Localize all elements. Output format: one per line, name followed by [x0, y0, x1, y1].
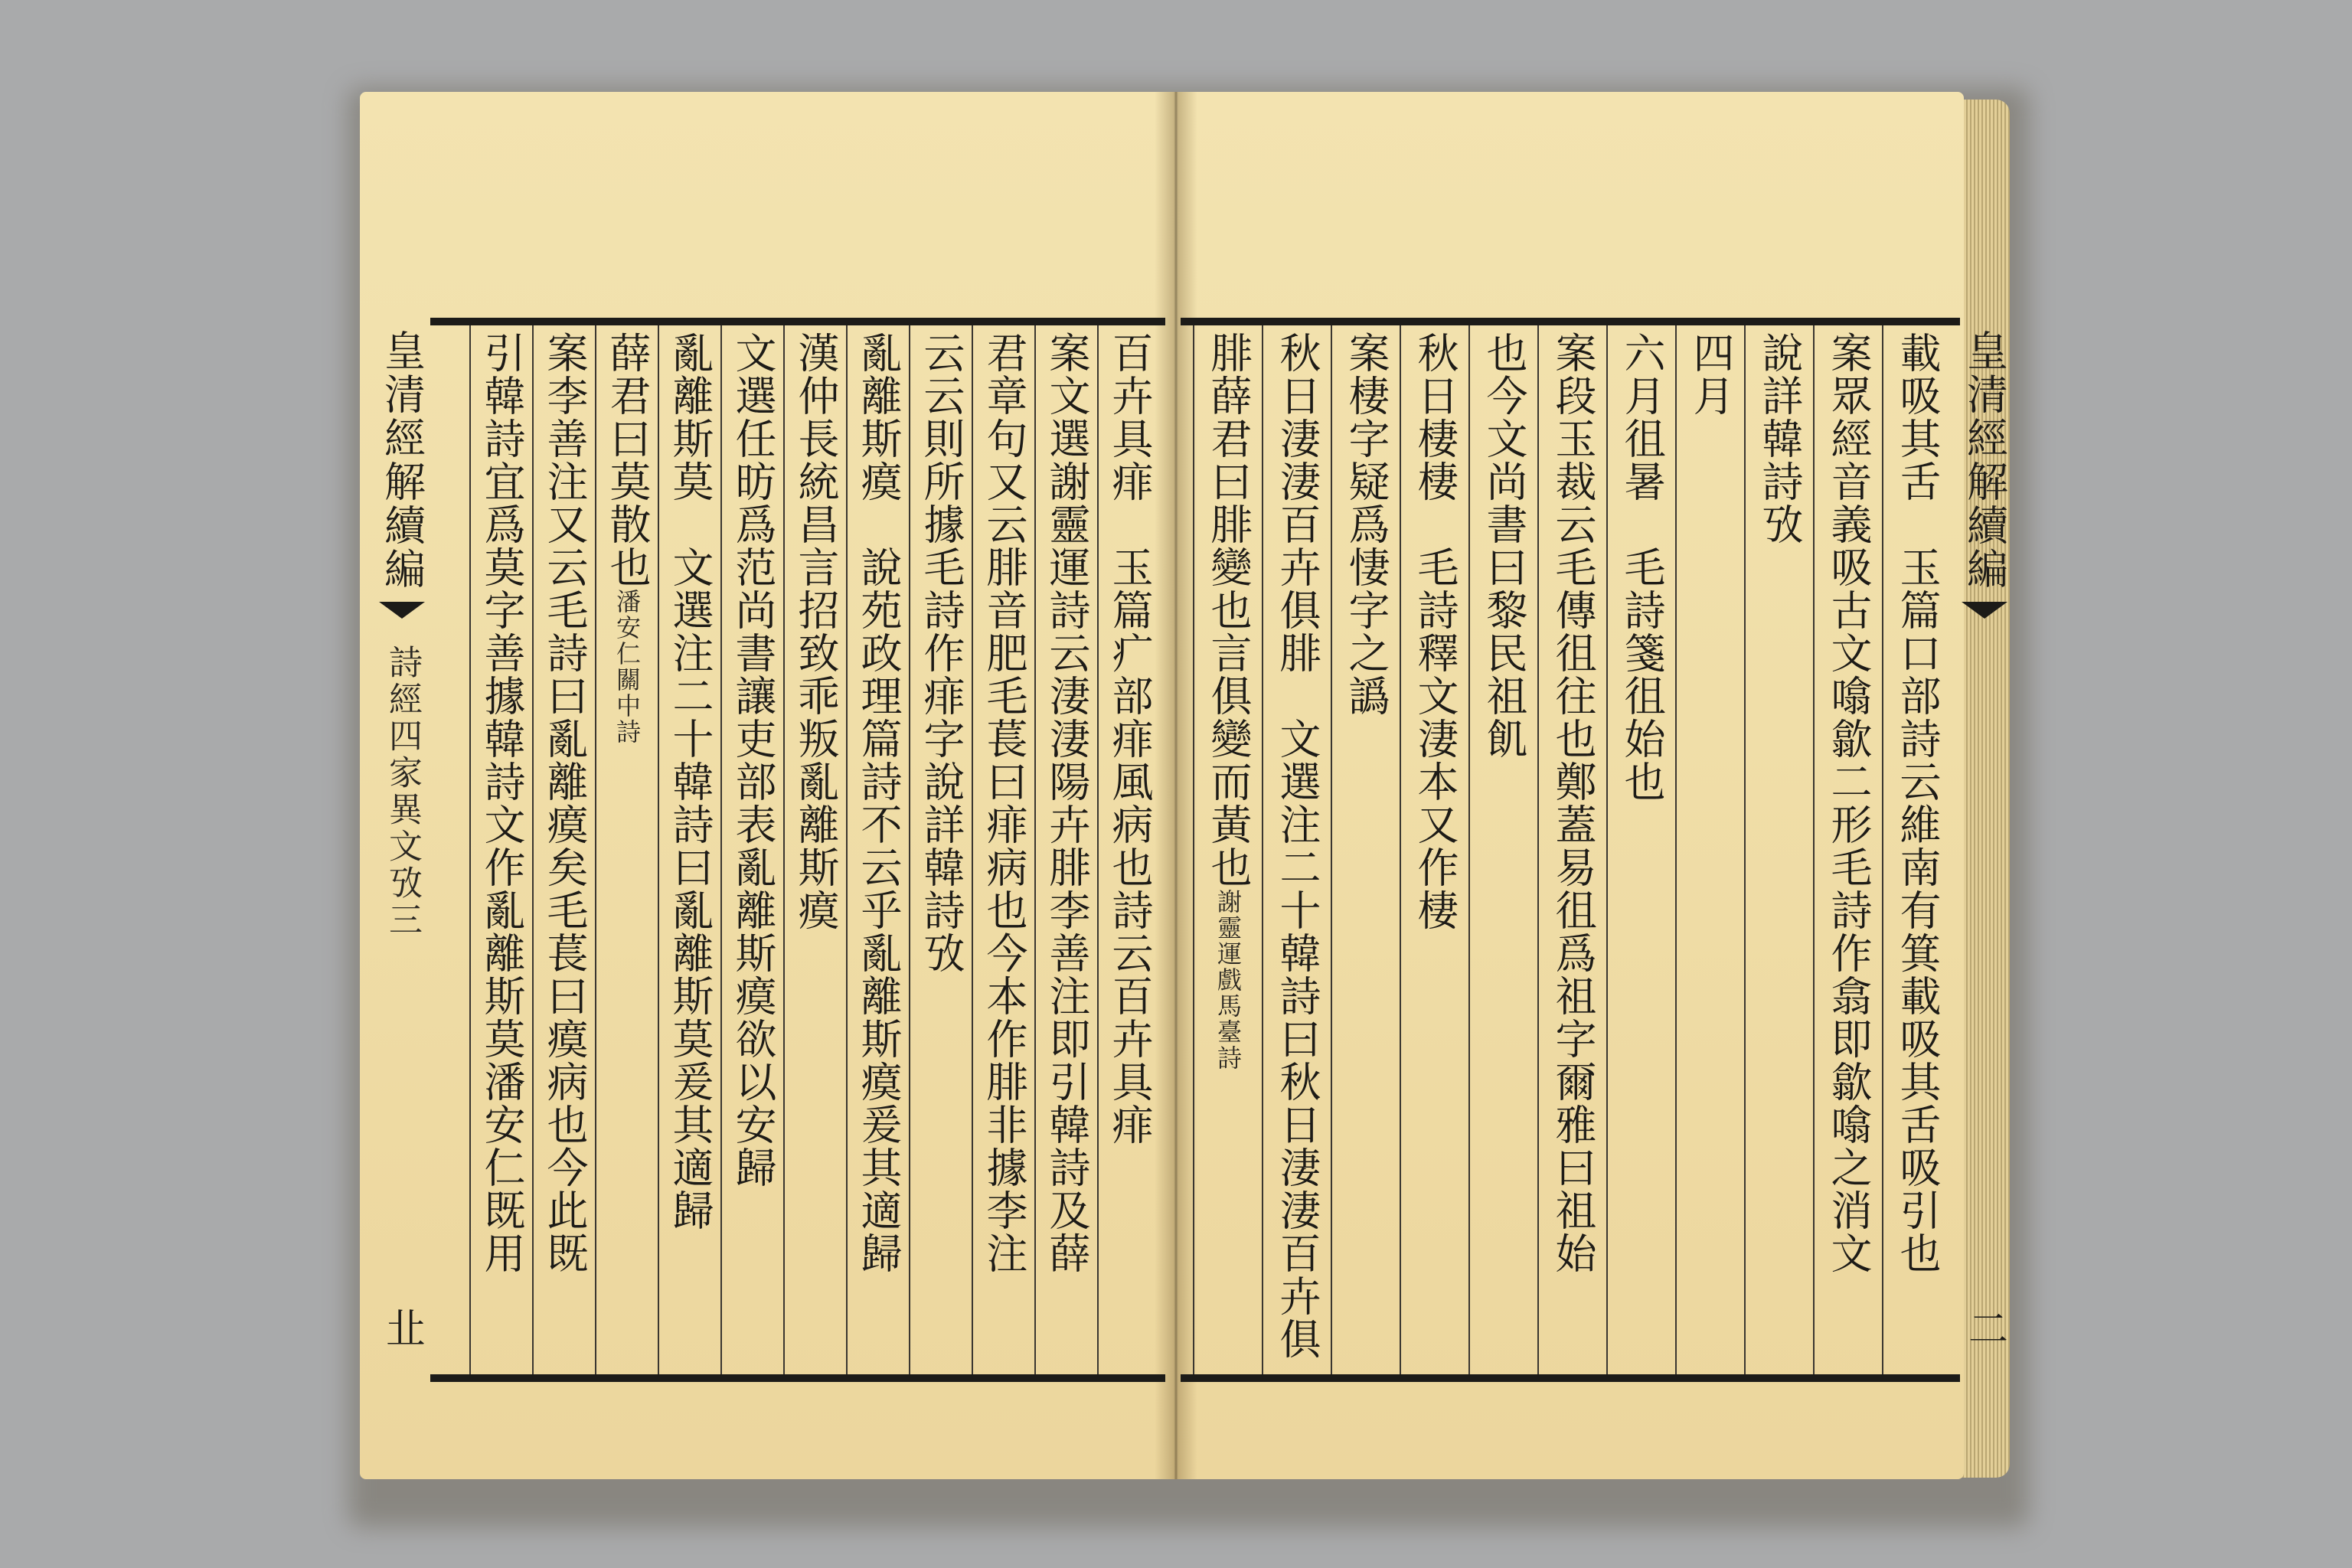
column-text: 亂離斯瘼 說苑政理篇詩不云乎亂離斯瘼爰其適歸	[854, 332, 903, 1275]
text-column	[658, 325, 720, 1374]
text-column	[1813, 325, 1882, 1374]
text-column	[1400, 325, 1468, 1374]
column-text: 案棲字疑爲悽字之譌	[1342, 332, 1390, 717]
column-text: 引韓詩宜爲莫字善據韓詩文作亂離斯莫潘安仁既用	[478, 332, 526, 1275]
fish-tail-mark-icon	[1962, 602, 2007, 619]
text-column	[1537, 325, 1606, 1374]
spine-folio-number: 㐀	[378, 1308, 425, 1348]
text-column	[783, 325, 846, 1374]
column-text: 云云則所據毛詩作痱字說詳韓詩攷	[917, 332, 965, 975]
interlinear-note: 潘安仁關中詩	[612, 589, 642, 745]
text-column	[532, 325, 595, 1374]
column-text: 四月	[1687, 332, 1735, 417]
column-text: 君章句又云腓音肥毛萇曰痱病也今本作腓非據李注	[980, 332, 1028, 1275]
text-column	[1262, 325, 1331, 1374]
text-column	[1675, 325, 1744, 1374]
column-text: 案眾經音義吸古文噏歙二形毛詩作翕即歙噏之消文	[1824, 332, 1873, 1275]
text-column	[1468, 325, 1537, 1374]
column-text: 薛君曰莫散也潘安仁關中詩	[603, 332, 652, 745]
text-column	[469, 325, 532, 1374]
left-spine-column	[374, 329, 430, 1370]
text-column	[595, 325, 658, 1374]
text-column	[1097, 325, 1160, 1374]
column-text: 亂離斯莫 文選注二十韓詩曰亂離斯莫爰其適歸	[666, 332, 714, 1232]
column-text: 說詳韓詩攷	[1756, 332, 1804, 546]
column-text: 也今文尚書曰黎民祖飢	[1480, 332, 1528, 760]
column-text: 百卉具痱 玉篇疒部痱風病也詩云百卉具痱	[1106, 332, 1154, 1146]
text-column	[846, 325, 909, 1374]
text-column	[1744, 325, 1813, 1374]
text-column	[1034, 325, 1097, 1374]
text-column	[1331, 325, 1400, 1374]
column-text: 漢仲長統昌言招致乖叛亂離斯瘼	[792, 332, 840, 932]
text-column	[1193, 325, 1262, 1374]
column-text: 文選任昉爲范尚書讓吏部表亂離斯瘼欲以安歸	[729, 332, 777, 1189]
fish-tail-mark-icon	[379, 602, 425, 619]
column-text: 案文選謝靈運詩云淒淒陽卉腓李善注即引韓詩及薛	[1043, 332, 1091, 1275]
spine-book-title: 皇清經解續編	[1960, 329, 2009, 591]
text-column	[972, 325, 1034, 1374]
text-column	[909, 325, 972, 1374]
column-text: 案段玉裁云毛傳徂往也鄭蓋易徂爲祖字爾雅曰祖始	[1549, 332, 1597, 1275]
column-text: 秋日棲棲 毛詩釋文淒本又作棲	[1411, 332, 1459, 932]
column-text: 腓薛君曰腓變也言俱變而黃也謝靈運戲馬臺詩	[1204, 332, 1253, 1071]
interlinear-note: 謝靈運戲馬臺詩	[1214, 889, 1243, 1071]
column-text: 案李善注又云毛詩曰亂離瘼矣毛萇曰瘼病也今此既	[541, 332, 589, 1275]
column-text: 六月徂暑 毛詩箋徂始也	[1618, 332, 1666, 803]
column-text: 秋日淒淒百卉俱腓 文選注二十韓詩曰秋日淒淒百卉俱	[1273, 332, 1321, 1361]
text-column	[1882, 325, 1951, 1374]
column-text: 載吸其舌 玉篇口部詩云維南有箕載吸其舌吸引也	[1893, 332, 1942, 1275]
text-column	[720, 325, 783, 1374]
spine-folio-number: 二	[1961, 1308, 2007, 1348]
right-spine-column	[1956, 329, 2013, 1370]
text-column	[1606, 325, 1675, 1374]
spine-book-title: 皇清經解續編	[377, 329, 426, 591]
spine-chapter-title: 詩經四家異文攷三	[383, 645, 422, 939]
